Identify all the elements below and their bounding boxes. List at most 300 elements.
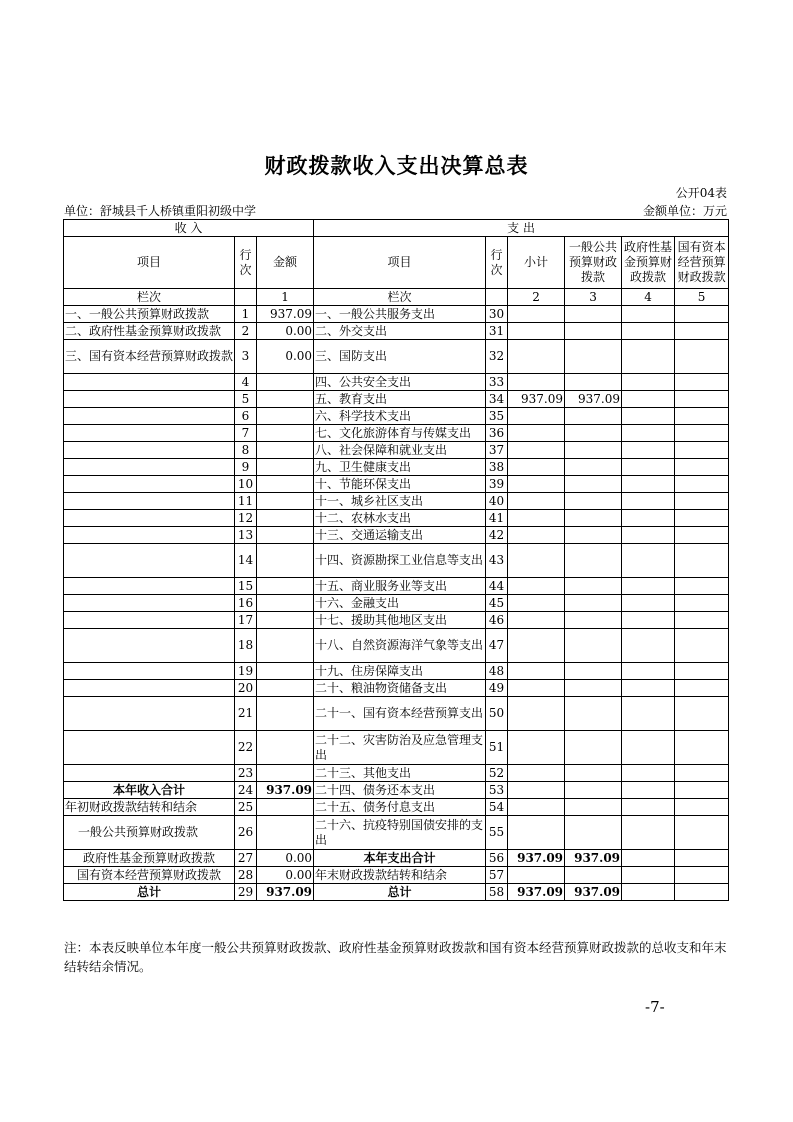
income-amount: 0.00 (257, 867, 314, 884)
subtotal-value (508, 306, 565, 323)
expense-line: 38 (486, 459, 508, 476)
income-amount-header: 金额 (257, 237, 314, 289)
subtotal-value (508, 663, 565, 680)
expense-item: 五、教育支出 (314, 391, 486, 408)
subtotal-value (508, 867, 565, 884)
income-line: 24 (235, 782, 257, 799)
subtotal-value (508, 323, 565, 340)
table-row (64, 578, 729, 595)
expense-item: 八、社会保障和就业支出 (314, 442, 486, 459)
subtotal-value: 937.09 (508, 850, 565, 867)
state-capital-value (675, 816, 729, 850)
table-row (64, 527, 729, 544)
reporting-unit: 单位：舒城县千人桥镇重阳初级中学 (64, 204, 257, 218)
income-amount (257, 442, 314, 459)
fund-budget-value (622, 442, 675, 459)
general-budget-value: 937.09 (565, 850, 622, 867)
expense-line: 45 (486, 595, 508, 612)
fund-budget-value (622, 799, 675, 816)
income-line: 17 (235, 612, 257, 629)
table-row (64, 697, 729, 731)
income-amount: 937.09 (257, 884, 314, 901)
subtotal-value (508, 476, 565, 493)
fund-budget-value (622, 544, 675, 578)
general-budget-value (565, 578, 622, 595)
income-item: 年初财政拨款结转和结余 (64, 799, 235, 816)
income-amount (257, 680, 314, 697)
expense-line: 54 (486, 799, 508, 816)
state-capital-value (675, 391, 729, 408)
fund-budget-value (622, 680, 675, 697)
income-line: 27 (235, 850, 257, 867)
expense-section-header: 支 出 (314, 220, 729, 237)
general-budget-value (565, 867, 622, 884)
amount-unit: 金额单位：万元 (642, 204, 727, 218)
expense-item: 十六、金融支出 (314, 595, 486, 612)
expense-lanci: 栏次 (314, 289, 486, 306)
expense-line: 36 (486, 425, 508, 442)
state-capital-value (675, 782, 729, 799)
table-row (64, 663, 729, 680)
income-item: 本年收入合计 (64, 782, 235, 799)
expense-line: 57 (486, 867, 508, 884)
expense-item: 十八、自然资源海洋气象等支出 (314, 629, 486, 663)
income-line: 18 (235, 629, 257, 663)
income-item (64, 544, 235, 578)
expense-item: 二十三、其他支出 (314, 765, 486, 782)
income-amount (257, 510, 314, 527)
general-budget-value (565, 442, 622, 459)
general-budget-value (565, 425, 622, 442)
fund-budget-value (622, 425, 675, 442)
income-amount (257, 527, 314, 544)
fund-budget-value (622, 510, 675, 527)
table-row (64, 510, 729, 527)
income-line: 23 (235, 765, 257, 782)
income-item (64, 697, 235, 731)
state-capital-value (675, 867, 729, 884)
income-item (64, 578, 235, 595)
general-budget-value (565, 765, 622, 782)
subtotal-header: 小计 (508, 237, 565, 289)
income-amount (257, 663, 314, 680)
income-amount: 937.09 (257, 306, 314, 323)
table-row (64, 476, 729, 493)
expense-item: 二十、粮油物资储备支出 (314, 680, 486, 697)
income-line: 8 (235, 442, 257, 459)
state-capital-value (675, 612, 729, 629)
table-note: 注：本表反映单位本年度一般公共预算财政拨款、政府性基金预算财政拨款和国有资本经营预算财政拨款的总收支和年末结转结余情况。 (64, 940, 727, 974)
expense-item: 十一、城乡社区支出 (314, 493, 486, 510)
state-capital-value (675, 884, 729, 901)
general-budget-value (565, 340, 622, 374)
income-line: 1 (235, 306, 257, 323)
income-amount (257, 612, 314, 629)
income-item (64, 493, 235, 510)
income-amount (257, 408, 314, 425)
income-item (64, 765, 235, 782)
income-item (64, 680, 235, 697)
expense-item: 十四、资源勘探工业信息等支出 (314, 544, 486, 578)
expense-line: 37 (486, 442, 508, 459)
income-amount (257, 697, 314, 731)
income-amount (257, 799, 314, 816)
income-line: 25 (235, 799, 257, 816)
table-row (64, 306, 729, 323)
state-capital-value (675, 408, 729, 425)
col-number-3: 3 (565, 289, 622, 306)
income-line: 28 (235, 867, 257, 884)
fund-budget-value (622, 663, 675, 680)
expense-item: 二十四、债务还本支出 (314, 782, 486, 799)
income-section-header: 收 入 (64, 220, 314, 237)
subtotal-value (508, 765, 565, 782)
income-item: 国有资本经营预算财政拨款 (64, 867, 235, 884)
general-budget-value (565, 612, 622, 629)
general-budget-value (565, 510, 622, 527)
income-amount: 0.00 (257, 340, 314, 374)
income-amount (257, 629, 314, 663)
income-amount: 0.00 (257, 850, 314, 867)
general-budget-value (565, 680, 622, 697)
state-capital-value (675, 527, 729, 544)
expense-item: 二、外交支出 (314, 323, 486, 340)
income-item (64, 731, 235, 765)
expense-item: 总计 (314, 884, 486, 901)
expense-line: 48 (486, 663, 508, 680)
expense-line: 58 (486, 884, 508, 901)
general-budget-value: 937.09 (565, 391, 622, 408)
income-line: 9 (235, 459, 257, 476)
income-line: 29 (235, 884, 257, 901)
income-item: 一、一般公共预算财政拨款 (64, 306, 235, 323)
general-budget-value (565, 697, 622, 731)
fund-budget-value (622, 731, 675, 765)
table-row (64, 459, 729, 476)
income-line: 14 (235, 544, 257, 578)
expense-item: 十九、住房保障支出 (314, 663, 486, 680)
general-budget-value (565, 459, 622, 476)
income-item (64, 391, 235, 408)
subtotal-value (508, 374, 565, 391)
expense-item: 十七、援助其他地区支出 (314, 612, 486, 629)
table-row (64, 442, 729, 459)
subtotal-value (508, 629, 565, 663)
table-row (64, 595, 729, 612)
expense-item: 二十六、抗疫特别国债安排的支出 (314, 816, 486, 850)
table-row (64, 680, 729, 697)
state-capital-value (675, 493, 729, 510)
expense-item: 本年支出合计 (314, 850, 486, 867)
table-row (64, 782, 729, 799)
subtotal-value (508, 544, 565, 578)
table-row (64, 867, 729, 884)
income-line: 2 (235, 323, 257, 340)
general-budget-value (565, 544, 622, 578)
fund-budget-value (622, 493, 675, 510)
subtotal-value (508, 510, 565, 527)
fund-budget-value (622, 850, 675, 867)
income-amount (257, 425, 314, 442)
table-row (64, 765, 729, 782)
fund-budget-value (622, 323, 675, 340)
table-row (64, 340, 729, 374)
income-amount (257, 374, 314, 391)
page-number: -7- (645, 998, 665, 1016)
table-row (64, 544, 729, 578)
income-item (64, 425, 235, 442)
column-number-row (64, 289, 729, 306)
expense-line: 56 (486, 850, 508, 867)
subtotal-value (508, 612, 565, 629)
state-capital-value (675, 595, 729, 612)
income-line: 20 (235, 680, 257, 697)
income-item (64, 510, 235, 527)
expense-line: 53 (486, 782, 508, 799)
income-item (64, 629, 235, 663)
expense-line: 40 (486, 493, 508, 510)
fund-budget-value (622, 782, 675, 799)
expense-item: 九、卫生健康支出 (314, 459, 486, 476)
income-item: 政府性基金预算财政拨款 (64, 850, 235, 867)
income-amount (257, 816, 314, 850)
expense-item: 二十一、国有资本经营预算支出 (314, 697, 486, 731)
expense-line-header: 行次 (486, 237, 508, 289)
subtotal-value (508, 595, 565, 612)
table-row (64, 408, 729, 425)
state-capital-value (675, 850, 729, 867)
fund-budget-value (622, 476, 675, 493)
expense-line: 52 (486, 765, 508, 782)
income-item: 总计 (64, 884, 235, 901)
expense-line: 33 (486, 374, 508, 391)
income-line: 26 (235, 816, 257, 850)
state-capital-value (675, 340, 729, 374)
subtotal-value (508, 578, 565, 595)
state-capital-value (675, 459, 729, 476)
subtotal-value (508, 527, 565, 544)
subtotal-value (508, 425, 565, 442)
subtotal-value: 937.09 (508, 884, 565, 901)
income-item (64, 459, 235, 476)
income-item (64, 663, 235, 680)
income-item: 一般公共预算财政拨款 (64, 816, 235, 850)
income-line: 21 (235, 697, 257, 731)
general-budget-value (565, 306, 622, 323)
income-item (64, 476, 235, 493)
general-budget-value (565, 663, 622, 680)
fund-budget-value (622, 697, 675, 731)
expense-line: 43 (486, 544, 508, 578)
general-budget-value (565, 816, 622, 850)
expense-item: 二十五、债务付息支出 (314, 799, 486, 816)
subtotal-value (508, 340, 565, 374)
state-capital-value (675, 442, 729, 459)
expense-line: 39 (486, 476, 508, 493)
income-item-header: 项目 (64, 237, 235, 289)
general-budget-value (565, 595, 622, 612)
fund-budget-value (622, 374, 675, 391)
table-row (64, 391, 729, 408)
expense-line: 30 (486, 306, 508, 323)
subtotal-value (508, 408, 565, 425)
state-capital-value (675, 731, 729, 765)
expense-item: 一、一般公共服务支出 (314, 306, 486, 323)
state-capital-value (675, 629, 729, 663)
expense-item: 六、科学技术支出 (314, 408, 486, 425)
expense-line: 41 (486, 510, 508, 527)
col-number-1: 1 (257, 289, 314, 306)
page-title: 财政拨款收入支出决算总表 (264, 153, 529, 178)
income-line: 16 (235, 595, 257, 612)
income-line: 15 (235, 578, 257, 595)
expense-line: 32 (486, 340, 508, 374)
subtotal-value: 937.09 (508, 391, 565, 408)
income-amount (257, 731, 314, 765)
section-header-row (64, 220, 729, 237)
table-row (64, 884, 729, 901)
col-number-2: 2 (508, 289, 565, 306)
fund-budget-value (622, 340, 675, 374)
table-row (64, 816, 729, 850)
table-row (64, 493, 729, 510)
income-amount (257, 765, 314, 782)
state-capital-value (675, 697, 729, 731)
state-capital-value (675, 799, 729, 816)
expense-line: 47 (486, 629, 508, 663)
expense-item: 二十二、灾害防治及应急管理支出 (314, 731, 486, 765)
fund-budget-value (622, 408, 675, 425)
income-line: 10 (235, 476, 257, 493)
expense-item: 三、国防支出 (314, 340, 486, 374)
expense-line: 46 (486, 612, 508, 629)
expense-line: 35 (486, 408, 508, 425)
expense-item: 十、节能环保支出 (314, 476, 486, 493)
budget-summary-table (63, 219, 729, 901)
income-line: 13 (235, 527, 257, 544)
state-capital-value (675, 323, 729, 340)
general-budget-value: 937.09 (565, 884, 622, 901)
income-amount: 937.09 (257, 782, 314, 799)
income-item (64, 527, 235, 544)
fund-budget-value (622, 391, 675, 408)
expense-item: 七、文化旅游体育与传媒支出 (314, 425, 486, 442)
general-budget-value (565, 323, 622, 340)
subtotal-value (508, 799, 565, 816)
fund-budget-value (622, 306, 675, 323)
col-number-4: 4 (622, 289, 675, 306)
fund-budget-value (622, 595, 675, 612)
fund-budget-value (622, 527, 675, 544)
general-budget-value (565, 782, 622, 799)
fund-budget-value (622, 459, 675, 476)
fund-budget-value (622, 867, 675, 884)
state-capital-value (675, 663, 729, 680)
general-budget-value (565, 629, 622, 663)
subtotal-value (508, 459, 565, 476)
income-amount (257, 578, 314, 595)
income-amount (257, 493, 314, 510)
fund-budget-header: 政府性基金预算财政拨款 (622, 237, 675, 289)
table-row (64, 374, 729, 391)
expense-line: 51 (486, 731, 508, 765)
general-budget-value (565, 476, 622, 493)
fund-budget-value (622, 884, 675, 901)
fund-budget-value (622, 612, 675, 629)
general-budget-value (565, 799, 622, 816)
state-capital-value (675, 374, 729, 391)
subtotal-value (508, 782, 565, 799)
state-capital-value (675, 544, 729, 578)
expense-item: 十五、商业服务业等支出 (314, 578, 486, 595)
income-item (64, 408, 235, 425)
table-row (64, 612, 729, 629)
income-amount: 0.00 (257, 323, 314, 340)
column-header-row (64, 237, 729, 289)
subtotal-value (508, 697, 565, 731)
expense-line: 42 (486, 527, 508, 544)
col-number-5: 5 (675, 289, 729, 306)
income-line-blank (235, 289, 257, 306)
income-item (64, 612, 235, 629)
state-capital-value (675, 765, 729, 782)
state-capital-header: 国有资本经营预算财政拨款 (675, 237, 729, 289)
expense-line-blank (486, 289, 508, 306)
expense-item: 十二、农林水支出 (314, 510, 486, 527)
income-line: 22 (235, 731, 257, 765)
table-row (64, 850, 729, 867)
income-line: 11 (235, 493, 257, 510)
income-item: 三、国有资本经营预算财政拨款 (64, 340, 235, 374)
income-line: 7 (235, 425, 257, 442)
expense-item-header: 项目 (314, 237, 486, 289)
general-budget-value (565, 731, 622, 765)
subtotal-value (508, 731, 565, 765)
income-line: 3 (235, 340, 257, 374)
income-amount (257, 476, 314, 493)
expense-line: 31 (486, 323, 508, 340)
income-line-header: 行次 (235, 237, 257, 289)
fund-budget-value (622, 629, 675, 663)
general-budget-value (565, 527, 622, 544)
table-row (64, 731, 729, 765)
subtotal-value (508, 816, 565, 850)
state-capital-value (675, 578, 729, 595)
form-number: 公开04表 (675, 186, 727, 200)
general-budget-header: 一般公共预算财政拨款 (565, 237, 622, 289)
income-amount (257, 595, 314, 612)
expense-line: 34 (486, 391, 508, 408)
income-line: 6 (235, 408, 257, 425)
state-capital-value (675, 306, 729, 323)
income-amount (257, 459, 314, 476)
income-amount (257, 544, 314, 578)
state-capital-value (675, 425, 729, 442)
income-item (64, 595, 235, 612)
state-capital-value (675, 476, 729, 493)
subtotal-value (508, 493, 565, 510)
state-capital-value (675, 680, 729, 697)
fund-budget-value (622, 578, 675, 595)
table-row (64, 323, 729, 340)
state-capital-value (675, 510, 729, 527)
expense-line: 44 (486, 578, 508, 595)
income-amount (257, 391, 314, 408)
general-budget-value (565, 374, 622, 391)
income-item (64, 374, 235, 391)
income-item (64, 442, 235, 459)
income-item: 二、政府性基金预算财政拨款 (64, 323, 235, 340)
